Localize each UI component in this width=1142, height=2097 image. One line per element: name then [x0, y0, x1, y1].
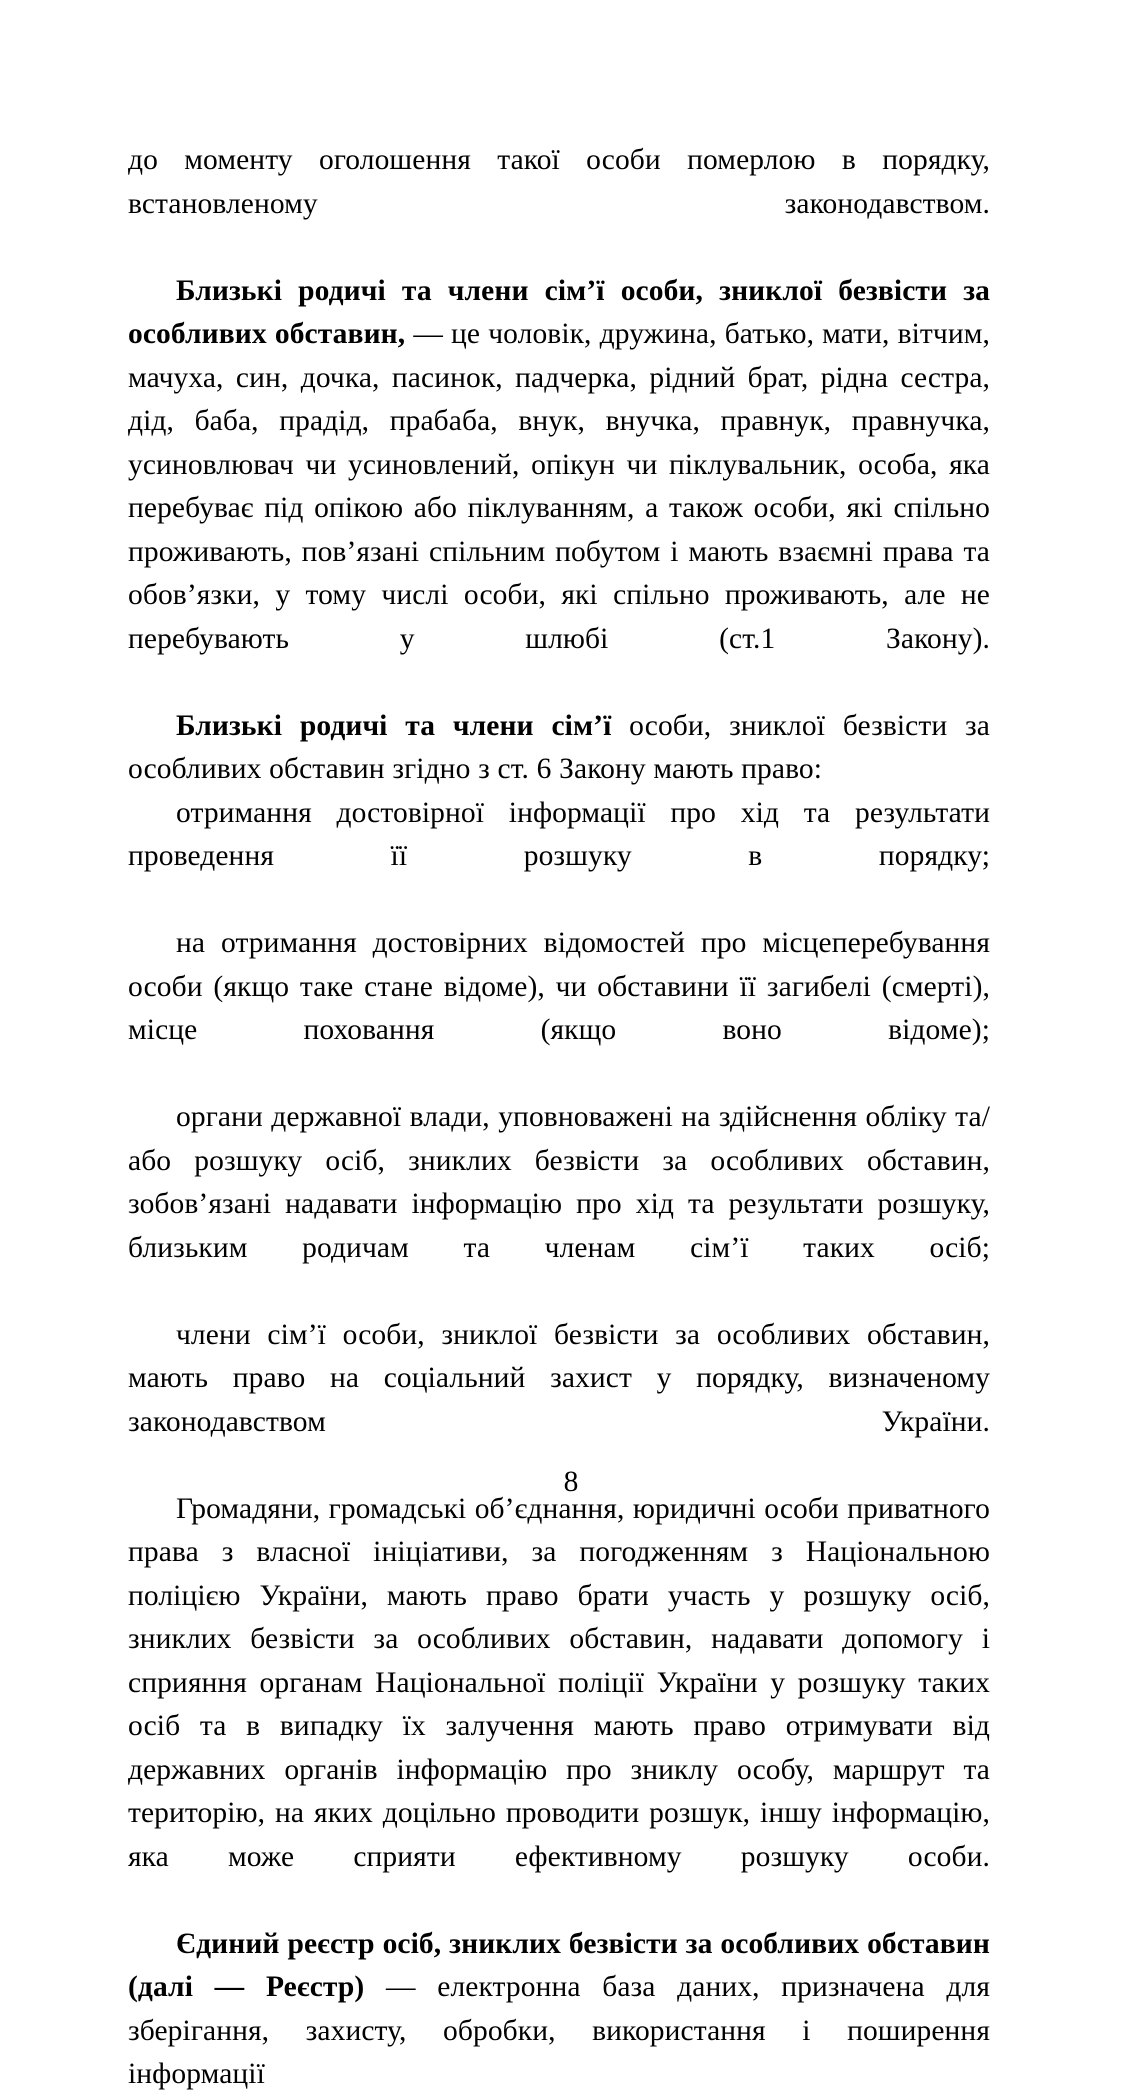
paragraph-1 — [128, 139, 990, 270]
paragraph-5-text: на отримання достовірних відомостей про місцеперебування особи (якщо таке стане відоме), чи обставини її загибелі (смерті), місце поховання (якщо воно відоме); — [128, 927, 990, 1046]
paragraph-9-text: — електронна база даних, призначена для зберігання, захисту, обробки, використання і поширення інформації — [128, 1971, 990, 2090]
paragraph-3 — [128, 705, 990, 792]
paragraph-5 — [128, 922, 990, 1096]
paragraph-6 — [128, 1096, 990, 1314]
paragraph-3-bold-lead: Близькі родичі та члени сім’ї — [176, 709, 612, 742]
paragraph-2-text: — це чоловік, дружина, батько, мати, вітчим, мачуха, син, дочка, пасинок, падчерка, рідний брат, рідна сестра, дід, баба, прадід, прабаба, внук, внучка, правнук, правнучка, усиновлювач чи усиновлений, опікун чи піклувальник, особа, яка перебуває під опікою або піклуванням, а також особи, які спільно проживають, пов’язані спільним побутом і мають взаємні права та обов’язки, у тому числі особи, які спільно проживають, але не перебувають у шлюбі (ст.1 Закону). — [128, 318, 990, 655]
paragraph-4-text: отримання достовірної інформації про хід та результати проведення її розшуку в порядку; — [128, 796, 990, 872]
paragraph-7 — [128, 1314, 990, 1488]
paragraph-2 — [128, 270, 990, 705]
page-number: 8 — [563, 1466, 579, 1498]
paragraph-9 — [128, 1923, 990, 2097]
paragraph-8-text: Громадяни, громадські об’єднання, юридичні особи приватного права з власної ініціативи, за погодженням з Національною поліцією України, мають право брати участь у розшуку осіб, зниклих безвісти за особливих обставин, надавати допомогу і сприяння органам Національної поліції України у розшуку таких осіб та в випадку їх залучення мають право отримувати від державних органів інформацію про зниклу особу, маршрут та територію, на яких доцільно проводити розшук, іншу інформацію, яка може сприяти ефективному розшуку особи. — [128, 1492, 990, 1873]
paragraph-1-text: до моменту оголошення такої особи померлою в порядку, встановленому законодавством. — [128, 144, 990, 220]
paragraph-7-text: члени сім’ї особи, зниклої безвісти за особливих обставин, мають право на соціальний захист у порядку, визначеному законодавством України. — [128, 1318, 990, 1438]
paragraph-3-text: особи, зниклої безвісти за особливих обставин згідно з ст. 6 Закону мають право: — [128, 709, 990, 785]
text-column — [128, 139, 990, 2097]
paragraph-4 — [128, 792, 990, 923]
paragraph-2-bold-lead: Близькі родичі та члени сім’ї особи, зниклої безвісти за особливих обставин, — [128, 274, 990, 350]
paragraph-8 — [128, 1488, 990, 1923]
paragraph-9-bold-lead: Єдиний реєстр осіб, зниклих безвісти за особливих обставин (далі — Реєстр) — [128, 1927, 990, 2003]
paragraph-6-text: органи державної влади, уповноважені на здійснення обліку та/або розшуку осіб, зниклих безвісти за особливих обставин, зобов’язані надавати інформацію про хід та результати розшуку, близьким родичам та членам сім’ї таких осіб; — [128, 1101, 990, 1264]
